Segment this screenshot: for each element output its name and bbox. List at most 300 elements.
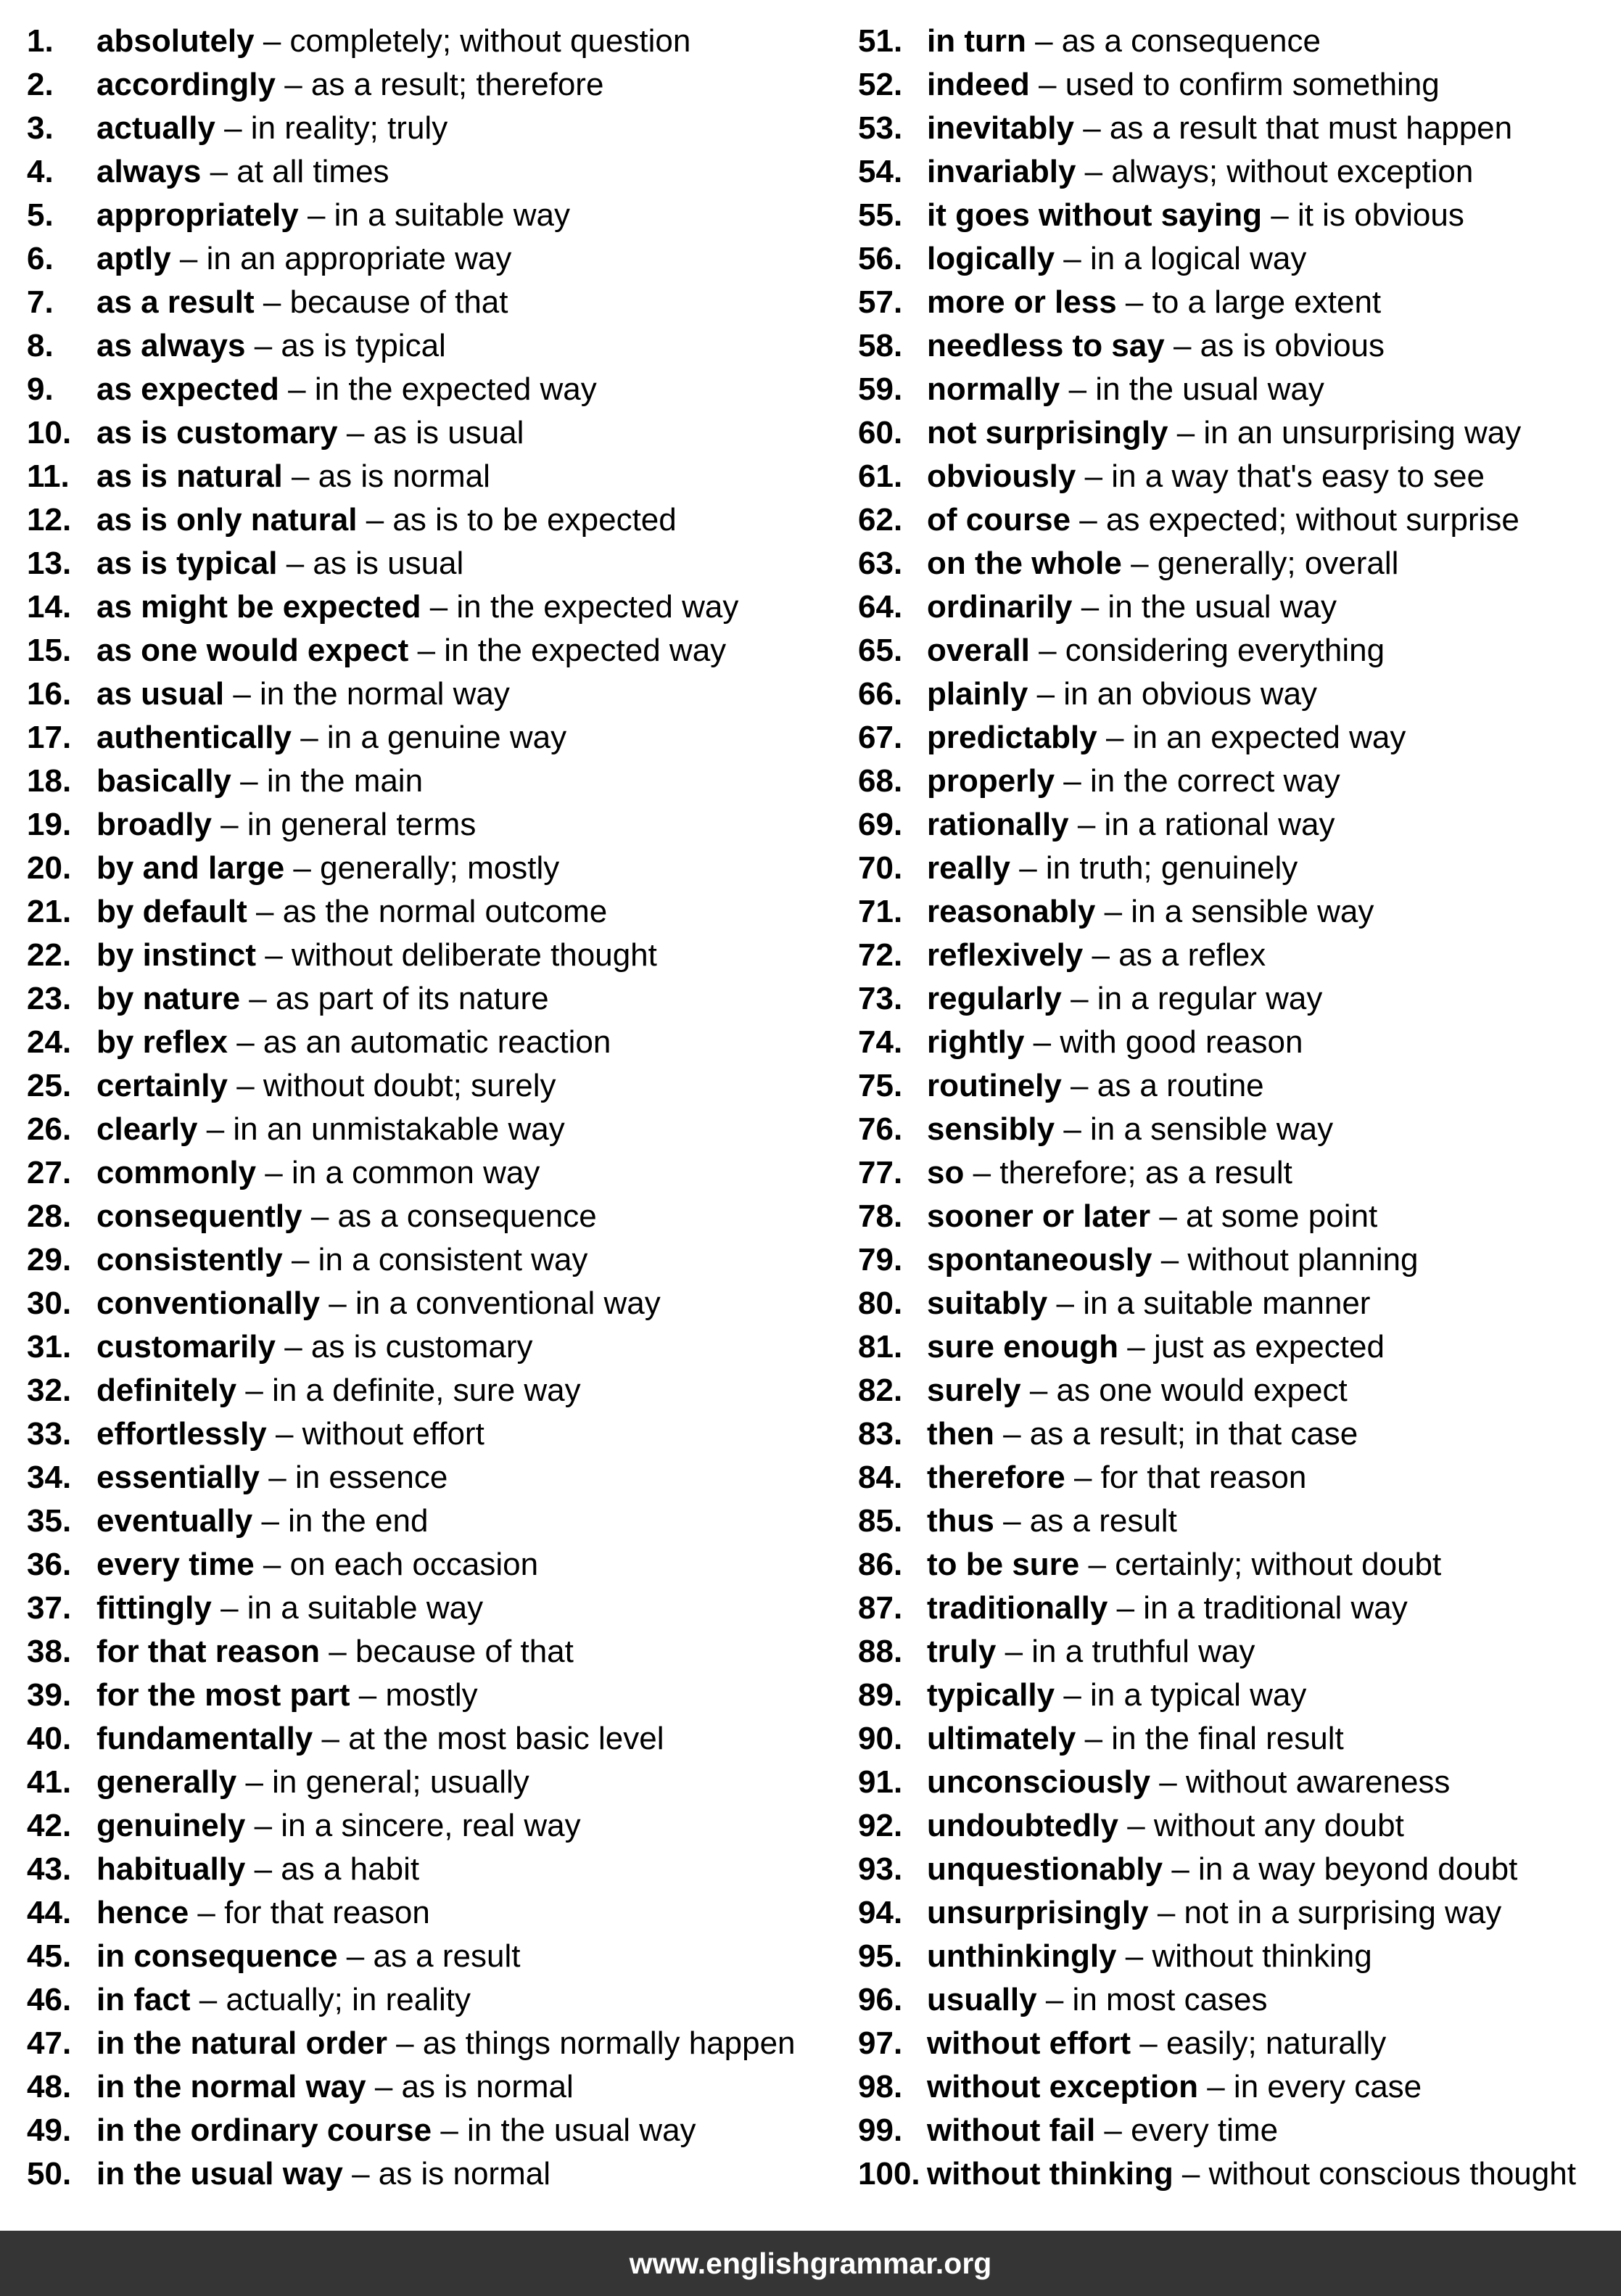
item-number: 54. — [858, 154, 903, 189]
item-number: 34. — [27, 1460, 72, 1495]
item-body — [96, 20, 690, 63]
item-definition: – in reality; truly — [215, 110, 448, 146]
list-item — [27, 585, 832, 629]
item-term: so — [927, 1155, 965, 1190]
list-item — [27, 20, 832, 63]
item-number: 46. — [27, 1982, 72, 2017]
list-item — [27, 1412, 832, 1456]
item-definition: – as a consequence — [1026, 23, 1321, 59]
item-definition: – it is obvious — [1262, 197, 1464, 233]
item-body — [927, 194, 1464, 237]
item-term: consistently — [96, 1242, 283, 1277]
item-body — [927, 1195, 1377, 1238]
item-number: 88. — [858, 1634, 903, 1669]
list-item — [858, 1848, 1621, 1891]
item-definition: – as a routine — [1061, 1068, 1264, 1103]
item-definition: – as a result; in that case — [994, 1416, 1358, 1452]
item-number: 21. — [27, 894, 72, 929]
item-term: for that reason — [96, 1634, 321, 1669]
item-number: 77. — [858, 1155, 903, 1190]
item-term: habitually — [96, 1851, 246, 1887]
item-number: 11. — [27, 458, 70, 494]
item-term: as might be expected — [96, 589, 421, 625]
item-number: 15. — [27, 633, 72, 668]
list-item — [27, 455, 832, 498]
item-body — [96, 2022, 796, 2065]
item-term: unconsciously — [927, 1764, 1151, 1800]
item-definition: – in a traditional way — [1108, 1590, 1408, 1626]
item-body — [96, 716, 566, 760]
item-number: 3. — [27, 110, 54, 146]
right-column — [858, 20, 1621, 2196]
list-item — [858, 1369, 1621, 1412]
item-definition: – without conscious thought — [1173, 2156, 1576, 2192]
list-item — [858, 2065, 1621, 2109]
list-item — [27, 1630, 832, 1674]
list-item — [27, 934, 832, 977]
item-body — [96, 1543, 538, 1587]
item-number: 74. — [858, 1024, 903, 1060]
item-number: 82. — [858, 1373, 903, 1408]
item-definition: – as the normal outcome — [247, 894, 608, 929]
list-item — [858, 2022, 1621, 2065]
item-definition: – as a result; therefore — [275, 67, 604, 102]
item-number: 24. — [27, 1024, 72, 1060]
item-definition: – in the usual way — [1072, 589, 1337, 625]
item-term: appropriately — [96, 197, 299, 233]
item-body — [96, 1456, 447, 1499]
item-body — [96, 324, 446, 368]
item-body — [927, 1325, 1385, 1369]
item-number: 40. — [27, 1721, 72, 1756]
item-definition: – in the expected way — [408, 633, 727, 668]
list-item — [27, 1587, 832, 1630]
item-number: 7. — [27, 284, 54, 320]
item-term: more or less — [927, 284, 1117, 320]
item-number: 23. — [27, 981, 72, 1016]
list-item — [27, 977, 832, 1021]
item-number: 28. — [27, 1198, 72, 1234]
item-term: rightly — [927, 1024, 1025, 1060]
item-definition: – without thinking — [1116, 1938, 1372, 1974]
item-body — [96, 629, 726, 672]
item-body — [96, 368, 597, 411]
item-number: 49. — [27, 2112, 72, 2148]
footer-website: www.englishgrammar.org — [629, 2247, 992, 2280]
item-definition: – in general; usually — [236, 1764, 529, 1800]
item-term: in turn — [927, 23, 1026, 59]
item-number: 90. — [858, 1721, 903, 1756]
item-definition: – as part of its nature — [240, 981, 549, 1016]
item-body — [96, 281, 508, 324]
item-term: in the normal way — [96, 2069, 366, 2104]
item-body — [927, 324, 1385, 368]
list-item — [27, 2022, 832, 2065]
list-item — [858, 1804, 1621, 1848]
list-item — [858, 281, 1621, 324]
list-item — [858, 1021, 1621, 1064]
item-body — [927, 890, 1374, 934]
list-item — [858, 542, 1621, 585]
item-term: effortlessly — [96, 1416, 267, 1452]
item-number: 75. — [858, 1068, 903, 1103]
item-term: by reflex — [96, 1024, 228, 1060]
item-number: 84. — [858, 1460, 903, 1495]
list-item — [27, 1848, 832, 1891]
item-definition: – as is customary — [275, 1329, 533, 1365]
item-body — [96, 150, 389, 194]
list-item — [27, 107, 832, 150]
item-term: without effort — [927, 2025, 1131, 2061]
item-term: really — [927, 850, 1010, 886]
item-term: as one would expect — [96, 633, 409, 668]
item-body — [927, 1238, 1418, 1282]
left-column — [27, 20, 832, 2196]
item-body — [927, 542, 1398, 585]
item-definition: – as is obvious — [1164, 328, 1385, 363]
list-item — [27, 368, 832, 411]
item-definition: – in a common way — [256, 1155, 540, 1190]
list-item — [858, 1195, 1621, 1238]
item-body — [927, 585, 1337, 629]
item-body — [927, 1891, 1501, 1935]
item-number: 100. — [858, 2156, 920, 2192]
item-body — [96, 1282, 661, 1325]
item-definition: – in the final result — [1076, 1721, 1344, 1756]
list-item — [27, 1108, 832, 1151]
item-number: 42. — [27, 1808, 72, 1843]
list-item — [858, 1717, 1621, 1761]
item-term: of course — [927, 502, 1071, 538]
item-definition: – as a result — [337, 1938, 521, 1974]
item-definition: – in a sincere, real way — [245, 1808, 581, 1843]
item-number: 99. — [858, 2112, 903, 2148]
item-number: 22. — [27, 937, 72, 973]
list-item — [858, 107, 1621, 150]
item-body — [96, 1021, 611, 1064]
item-definition: – always; without exception — [1076, 154, 1474, 189]
footer-banner — [0, 2231, 1621, 2296]
item-number: 64. — [858, 589, 903, 625]
item-number: 38. — [27, 1634, 72, 1669]
item-term: actually — [96, 110, 215, 146]
item-definition: – with good reason — [1024, 1024, 1303, 1060]
item-number: 92. — [858, 1808, 903, 1843]
list-item — [27, 150, 832, 194]
list-item — [27, 1978, 832, 2022]
item-term: regularly — [927, 981, 1062, 1016]
item-term: unsurprisingly — [927, 1895, 1149, 1930]
item-definition: – in a sensible way — [1055, 1111, 1334, 1147]
list-item — [27, 542, 832, 585]
item-body — [927, 455, 1485, 498]
item-definition: – as is normal — [282, 458, 490, 494]
item-term: suitably — [927, 1285, 1048, 1321]
item-term: by nature — [96, 981, 241, 1016]
item-body — [927, 1499, 1177, 1543]
item-term: therefore — [927, 1460, 1065, 1495]
item-definition: – in a consistent way — [282, 1242, 588, 1277]
item-number: 85. — [858, 1503, 903, 1539]
item-definition: – in a rational way — [1068, 807, 1335, 842]
item-number: 1. — [27, 23, 54, 59]
item-definition: – as a habit — [245, 1851, 420, 1887]
item-number: 86. — [858, 1547, 903, 1582]
item-term: as is customary — [96, 415, 338, 450]
item-body — [927, 672, 1317, 716]
list-item — [858, 498, 1621, 542]
list-item — [27, 194, 832, 237]
item-number: 25. — [27, 1068, 72, 1103]
item-term: sensibly — [927, 1111, 1055, 1147]
item-number: 79. — [858, 1242, 903, 1277]
item-term: logically — [927, 241, 1055, 276]
item-body — [927, 2109, 1278, 2152]
item-number: 59. — [858, 371, 903, 407]
item-number: 47. — [27, 2025, 72, 2061]
list-item — [27, 847, 832, 890]
item-number: 60. — [858, 415, 903, 450]
item-number: 58. — [858, 328, 903, 363]
item-body — [96, 934, 657, 977]
list-item — [27, 1935, 832, 1978]
item-definition: – because of that — [254, 284, 508, 320]
item-term: surely — [927, 1373, 1021, 1408]
item-number: 18. — [27, 763, 72, 799]
item-definition: – in the normal way — [224, 676, 510, 712]
item-number: 2. — [27, 67, 54, 102]
item-term: unquestionably — [927, 1851, 1163, 1887]
item-term: without exception — [927, 2069, 1198, 2104]
item-definition: – without doubt; surely — [227, 1068, 556, 1103]
item-number: 20. — [27, 850, 72, 886]
item-body — [96, 760, 423, 803]
item-body — [927, 1674, 1306, 1717]
item-term: properly — [927, 763, 1055, 799]
item-definition: – in a truthful way — [996, 1634, 1255, 1669]
item-body — [96, 542, 463, 585]
item-definition: – certainly; without doubt — [1079, 1547, 1442, 1582]
item-definition: – in the end — [252, 1503, 429, 1539]
item-definition: – as a consequence — [302, 1198, 597, 1234]
item-number: 13. — [27, 546, 72, 581]
item-definition: – in a way that's easy to see — [1076, 458, 1485, 494]
item-definition: – as is normal — [342, 2156, 550, 2192]
list-item — [858, 411, 1621, 455]
item-body — [96, 847, 559, 890]
item-term: conventionally — [96, 1285, 321, 1321]
item-number: 66. — [858, 676, 903, 712]
list-item — [27, 1499, 832, 1543]
item-definition: – in every case — [1198, 2069, 1422, 2104]
item-body — [96, 2152, 550, 2196]
item-term: in the ordinary course — [96, 2112, 432, 2148]
list-item — [27, 760, 832, 803]
item-term: overall — [927, 633, 1030, 668]
item-term: traditionally — [927, 1590, 1108, 1626]
list-item — [858, 716, 1621, 760]
item-definition: – for that reason — [189, 1895, 430, 1930]
item-definition: – because of that — [320, 1634, 574, 1669]
item-body — [927, 1064, 1264, 1108]
list-item — [27, 281, 832, 324]
item-body — [96, 1499, 428, 1543]
item-definition: – in a genuine way — [291, 720, 567, 755]
list-item — [858, 368, 1621, 411]
item-number: 91. — [858, 1764, 903, 1800]
item-term: ultimately — [927, 1721, 1076, 1756]
item-definition: – in a way beyond doubt — [1163, 1851, 1518, 1887]
item-body — [927, 1108, 1333, 1151]
item-body — [927, 1282, 1370, 1325]
item-body — [927, 1151, 1292, 1195]
list-item — [858, 1674, 1621, 1717]
item-body — [96, 2065, 574, 2109]
item-definition: – without deliberate thought — [256, 937, 657, 973]
item-definition: – in the expected way — [279, 371, 597, 407]
item-body — [96, 1804, 581, 1848]
item-number: 30. — [27, 1285, 72, 1321]
item-definition: – in a typical way — [1055, 1677, 1307, 1713]
item-body — [927, 498, 1519, 542]
item-number: 67. — [858, 720, 903, 755]
item-definition: – as is to be expected — [357, 502, 677, 538]
item-term: invariably — [927, 154, 1076, 189]
item-definition: – as a result that must happen — [1073, 110, 1513, 146]
item-definition: – in a regular way — [1061, 981, 1323, 1016]
item-number: 65. — [858, 633, 903, 668]
item-term: fittingly — [96, 1590, 212, 1626]
item-number: 62. — [858, 502, 903, 538]
item-term: indeed — [927, 67, 1030, 102]
item-body — [927, 760, 1340, 803]
item-body — [96, 1064, 556, 1108]
item-definition: – to a large extent — [1116, 284, 1382, 320]
item-body — [927, 281, 1381, 324]
item-body — [96, 1151, 540, 1195]
list-item — [27, 1195, 832, 1238]
item-body — [927, 629, 1385, 672]
item-number: 8. — [27, 328, 54, 363]
list-item — [858, 1891, 1621, 1935]
item-body — [927, 977, 1322, 1021]
item-term: in the natural order — [96, 2025, 387, 2061]
item-definition: – in a suitable way — [298, 197, 570, 233]
item-definition: – in a suitable manner — [1047, 1285, 1371, 1321]
item-definition: – considering everything — [1029, 633, 1385, 668]
list-item — [858, 1978, 1621, 2022]
list-item — [858, 760, 1621, 803]
item-term: then — [927, 1416, 994, 1452]
item-definition: – as is normal — [366, 2069, 574, 2104]
item-body — [927, 2065, 1422, 2109]
item-number: 95. — [858, 1938, 903, 1974]
list-item — [858, 2152, 1621, 2196]
item-definition: – in the usual way — [1060, 371, 1324, 407]
item-term: absolutely — [96, 23, 255, 59]
item-body — [927, 20, 1321, 63]
item-term: without thinking — [927, 2156, 1174, 2192]
item-term: inevitably — [927, 110, 1074, 146]
item-term: reflexively — [927, 937, 1084, 973]
item-body — [927, 847, 1298, 890]
list-item — [27, 1456, 832, 1499]
list-item — [858, 324, 1621, 368]
list-item — [858, 803, 1621, 847]
item-definition: – at some point — [1150, 1198, 1378, 1234]
item-term: as always — [96, 328, 246, 363]
item-definition: – in an unsurprising way — [1168, 415, 1522, 450]
list-item — [858, 847, 1621, 890]
item-number: 87. — [858, 1590, 903, 1626]
item-term: eventually — [96, 1503, 253, 1539]
item-body — [96, 1717, 664, 1761]
item-number: 81. — [858, 1329, 903, 1365]
list-item — [858, 1761, 1621, 1804]
item-definition: – in essence — [260, 1460, 448, 1495]
item-definition: – in a sensible way — [1095, 894, 1374, 929]
item-number: 36. — [27, 1547, 72, 1582]
item-definition: – in a logical way — [1055, 241, 1307, 276]
list-item — [27, 1717, 832, 1761]
item-body — [927, 1369, 1348, 1412]
item-number: 26. — [27, 1111, 72, 1147]
item-body — [96, 2109, 696, 2152]
item-number: 17. — [27, 720, 72, 755]
list-item — [27, 890, 832, 934]
list-item — [27, 1761, 832, 1804]
item-definition: – in an unmistakable way — [197, 1111, 565, 1147]
item-number: 48. — [27, 2069, 72, 2104]
item-number: 89. — [858, 1677, 903, 1713]
list-item — [858, 194, 1621, 237]
item-term: on the whole — [927, 546, 1122, 581]
item-number: 83. — [858, 1416, 903, 1452]
item-definition: – as one would expect — [1020, 1373, 1348, 1408]
item-term: ordinarily — [927, 589, 1073, 625]
item-term: commonly — [96, 1155, 257, 1190]
item-body — [96, 890, 607, 934]
item-body — [96, 672, 510, 716]
item-body — [96, 1369, 581, 1412]
item-definition: – in most cases — [1036, 1982, 1268, 2017]
item-definition: – as things normally happen — [387, 2025, 796, 2061]
item-body — [927, 803, 1335, 847]
item-body — [927, 1804, 1404, 1848]
item-number: 5. — [27, 197, 54, 233]
item-body — [927, 934, 1266, 977]
item-term: definitely — [96, 1373, 237, 1408]
item-number: 97. — [858, 2025, 903, 2061]
item-body — [96, 1325, 533, 1369]
item-definition: – in the correct way — [1055, 763, 1340, 799]
list-item — [858, 1325, 1621, 1369]
item-number: 80. — [858, 1285, 903, 1321]
item-body — [927, 107, 1512, 150]
item-term: essentially — [96, 1460, 260, 1495]
item-term: genuinely — [96, 1808, 246, 1843]
item-term: aptly — [96, 241, 171, 276]
item-body — [96, 1630, 574, 1674]
item-body — [96, 498, 677, 542]
item-body — [96, 585, 738, 629]
item-number: 10. — [27, 415, 72, 450]
item-term: broadly — [96, 807, 212, 842]
list-item — [27, 63, 832, 107]
item-term: as is only natural — [96, 502, 358, 538]
item-body — [96, 1108, 565, 1151]
list-item — [27, 1369, 832, 1412]
